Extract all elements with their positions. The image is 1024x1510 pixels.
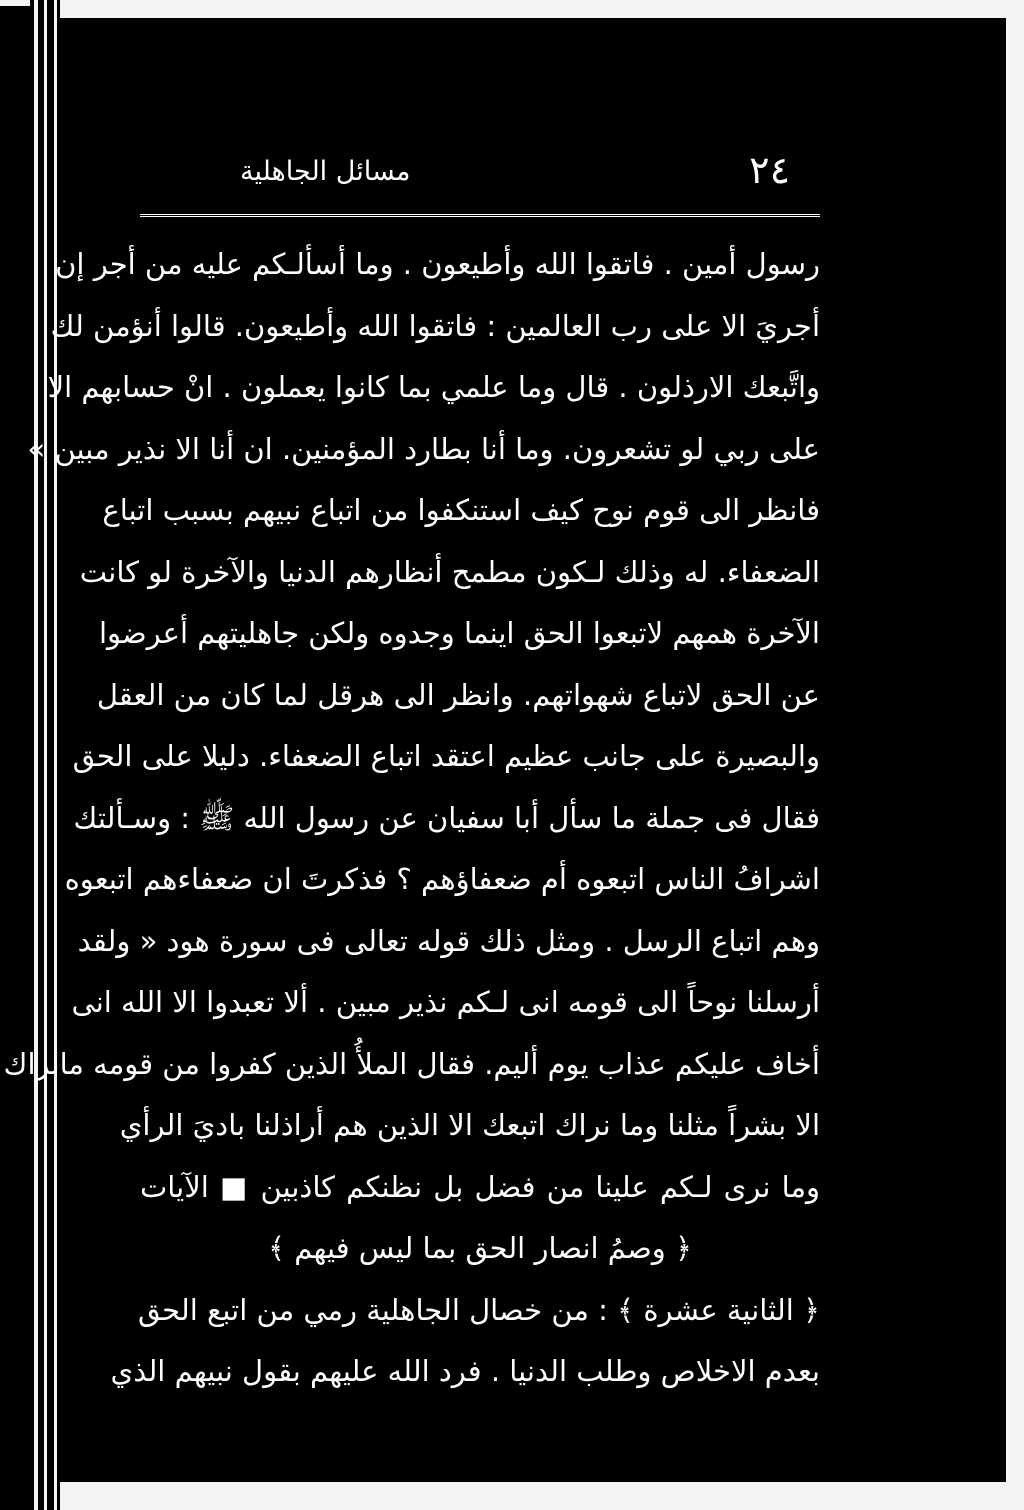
- scan-edge: [0, 0, 30, 6]
- text-line: بعدم الاخلاص وطلب الدنيا . فرد الله عليهم بقول نبيهم الذي: [110, 1354, 820, 1388]
- book-page: [3, 120, 840, 1460]
- scan-edge: [1006, 0, 1024, 1510]
- text-line: فقال فى جملة ما سأل أبا سفيان عن رسول الله ﷺ : وسـألتك: [73, 800, 820, 835]
- text-line: اشرافُ الناس اتبعوه أم ضعفاؤهم ؟ فذكرتَ ان ضعفاءهم اتبعوه: [64, 862, 820, 896]
- text-line: الضعفاء. له وذلك لـكون مطمح أنظارهم الدنيا والآخرة لو كانت: [79, 554, 820, 589]
- text-line: والبصيرة على جانب عظيم اعتقد اتباع الضعفاء. دليلا على الحق: [72, 739, 820, 773]
- header-rule: [140, 214, 820, 217]
- binding-line: [54, 0, 57, 1510]
- running-title: مسائل الجاهلية: [240, 156, 411, 187]
- text-line: فانظر الى قوم نوح كيف استنكفوا من اتباع نبيهم بسبب اتباع: [102, 493, 820, 527]
- text-line: عن الحق لاتباع شهواتهم. وانظر الى هرقل لما كان من العقل: [96, 677, 820, 712]
- text-line: الا بشراً مثلنا وما نراك اتبعك الا الذين هم أراذلنا باديَ الرأي: [119, 1108, 820, 1142]
- binding-line: [44, 0, 47, 1510]
- section-heading: ﴿ وصمُ انصار الحق بما ليس فيهم ﴾: [268, 1231, 692, 1265]
- page-number: ٢٤: [749, 148, 790, 192]
- text-line: وهم اتباع الرسل . ومثل ذلك قوله تعالى فى سورة هود « ولقد: [77, 923, 820, 958]
- scan-edge: [60, 1482, 1024, 1510]
- text-line: الآخرة همهم لاتبعوا الحق اينما وجدوه ولكن جاهليتهم أعرضوا: [99, 616, 820, 650]
- text-line: على ربي لو تشعرون. وما أنا بطارد المؤمنين. ان أنا الا نذير مبين »: [27, 431, 820, 466]
- text-line: أرسلنا نوحاً الى قومه انى لـكم نذير مبين . ألا تعبدوا الا الله انى: [71, 985, 820, 1019]
- scan-edge: [60, 0, 1024, 18]
- text-line: وما نرى لـكم علينا من فضل بل نظنكم كاذبين ■ الآيات: [140, 1169, 820, 1204]
- page-header: [130, 148, 840, 208]
- text-line: أخاف عليكم عذاب يوم أليم. فقال الملأُ الذين كفروا من قومه مانراك: [3, 1046, 820, 1081]
- text-line: واتَّبعك الارذلون . قال وما علمي بما كانوا يعملون . انْ حسابهم الا: [47, 370, 820, 404]
- binding-line: [34, 0, 38, 1510]
- text-line: رسول أمين . فاتقوا الله وأطيعون . وما أسألـكم عليه من أجر إن: [55, 247, 820, 281]
- page-body: [3, 234, 820, 1403]
- text-line: أجريَ الا على رب العالمين : فاتقوا الله وأطيعون. قالوا أنؤمن لك: [50, 308, 820, 343]
- text-line: ﴿ الثانية عشرة ﴾ : من خصال الجاهلية رمي من اتبع الحق: [137, 1292, 820, 1327]
